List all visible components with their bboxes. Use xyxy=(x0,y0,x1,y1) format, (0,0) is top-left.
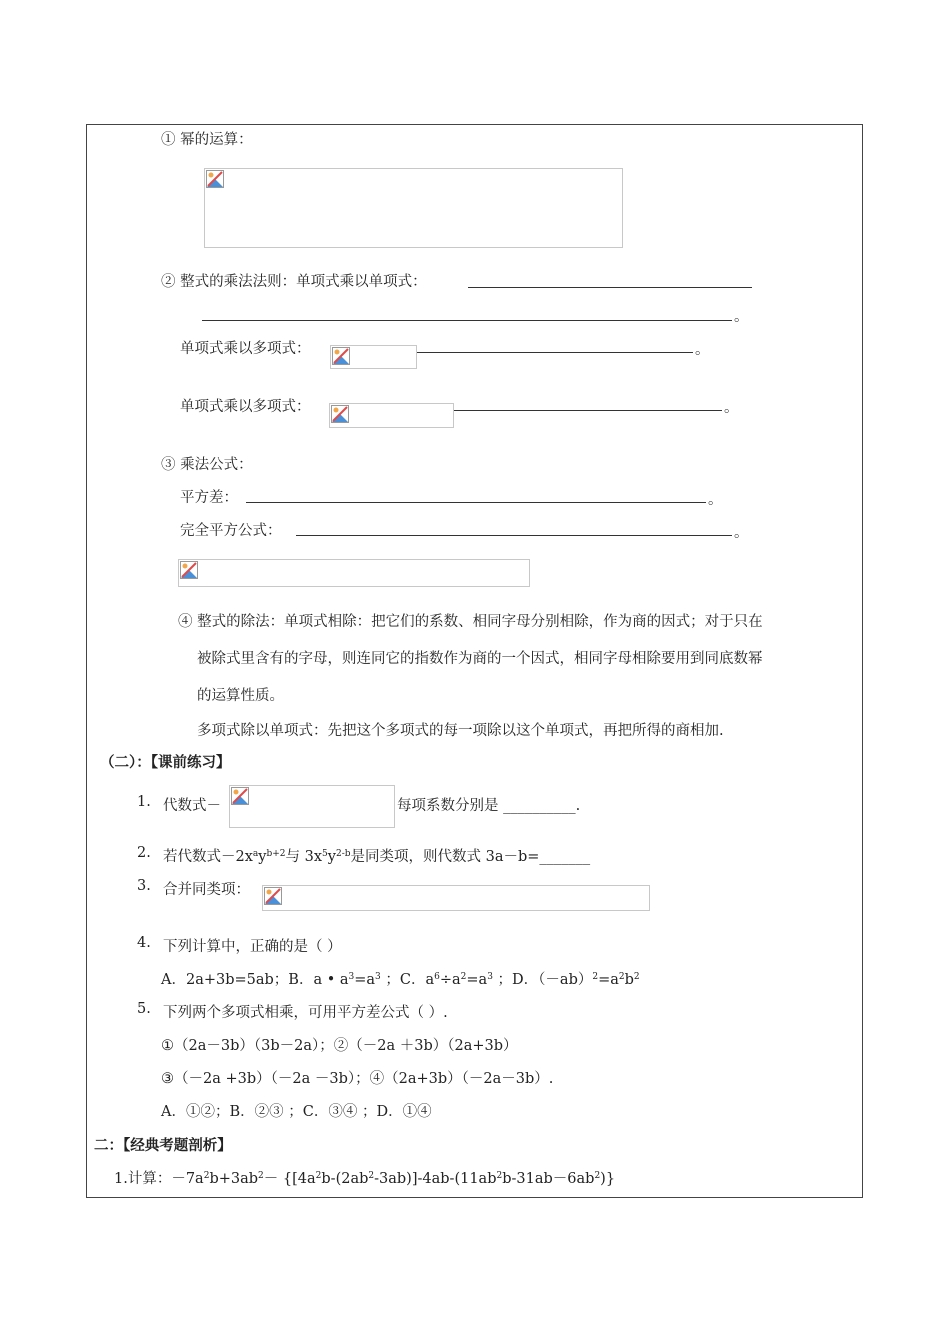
q5-line1: ①（2a－3b）（3b－2a）；②（－2a ＋3b）（2a+3b） xyxy=(161,1038,518,1054)
q3-text: 合并同类项： xyxy=(163,882,250,898)
division-paragraph-line1: ④ 整式的除法：单项式相除：把它们的系数、相同字母分别相除，作为商的因式；对于只在 xyxy=(178,614,763,630)
formula-image xyxy=(262,885,650,911)
row-mono-poly-label: 单项式乘以多项式： xyxy=(180,341,311,357)
formula-image xyxy=(178,559,530,587)
answer-blank-line xyxy=(417,352,693,353)
q2-number: 2. xyxy=(137,845,151,861)
answer-blank-line xyxy=(296,535,732,536)
period: 。 xyxy=(695,342,710,358)
difference-of-squares-label: 平方差： xyxy=(180,490,238,506)
q1-number: 1. xyxy=(137,794,151,810)
q4-options: A．2a+3b=5ab；B．a • $a^3=a^3$ ；C．$a^6\div a^2=a^3$ ；D．$(-ab)^2=a^2b^2$ xyxy=(161,972,640,988)
q5-line2: ③（－2a +3b）（－2a －3b）；④（2a+3b）（－2a－3b）. xyxy=(161,1071,554,1087)
answer-blank-line xyxy=(246,502,706,503)
division-paragraph-line2: 被除式里含有的字母，则连同它的指数作为商的一个因式，相同字母相除要用到同底数幂 xyxy=(197,651,763,667)
q5-options: A．①②；B．②③ ；C．③④ ；D．①④ xyxy=(161,1104,432,1120)
q5-number: 5. xyxy=(137,1001,151,1017)
q4-number: 4. xyxy=(137,935,151,951)
perfect-square-label: 完全平方公式： xyxy=(180,523,282,539)
q2-text: 若代数式$-2x^ay^{b+2}$与 $3x^5y^{2-b}$是同类项，则代数式 3a－b=_______ xyxy=(163,849,591,865)
answer-blank-line xyxy=(202,320,732,321)
practice-heading: （二）：【课前练习】 xyxy=(100,754,231,771)
q4-text: 下列计算中，正确的是（ ） xyxy=(163,939,342,955)
period: 。 xyxy=(724,400,739,416)
broken-image-icon xyxy=(331,405,349,423)
answer-blank-line xyxy=(468,287,752,288)
period: 。 xyxy=(708,492,723,508)
broken-image-icon xyxy=(264,887,282,905)
row-mono-poly-label-2: 单项式乘以多项式： xyxy=(180,399,311,415)
formula-image xyxy=(204,168,623,248)
formula-image xyxy=(229,785,395,828)
answer-blank-line xyxy=(454,410,722,411)
q1-text: 每项系数分别是 __________. xyxy=(397,798,581,814)
q1-prefix: 代数式－ xyxy=(163,798,221,814)
section-multiply-title: ② 整式的乘法法则：单项式乘以单项式： xyxy=(161,274,427,290)
broken-image-icon xyxy=(206,170,224,188)
section-formula-title: ③ 乘法公式： xyxy=(161,457,253,473)
formula-image xyxy=(330,345,417,369)
q3-number: 3. xyxy=(137,878,151,894)
division-paragraph-line3: 的运算性质。 xyxy=(197,688,284,704)
broken-image-icon xyxy=(231,787,249,805)
q5-text: 下列两个多项式相乘，可用平方差公式（ ）. xyxy=(163,1005,448,1021)
broken-image-icon xyxy=(332,347,350,365)
broken-image-icon xyxy=(180,561,198,579)
section-power-title: ① 幂的运算： xyxy=(161,132,253,148)
formula-image xyxy=(329,403,454,428)
division-paragraph-line4: 多项式除以单项式：先把这个多项式的每一项除以这个单项式，再把所得的商相加. xyxy=(197,723,724,739)
period: 。 xyxy=(734,309,749,325)
classic-problems-heading: 二：【经典考题剖析】 xyxy=(94,1137,232,1154)
period: 。 xyxy=(734,525,749,541)
calc-problem: 1.计算：$-7a^2b+3ab^2- \{[4a^2b-(2ab^2-3ab)]-4ab-(11ab^2b-31ab-6ab^2)\}$ xyxy=(114,1171,616,1187)
